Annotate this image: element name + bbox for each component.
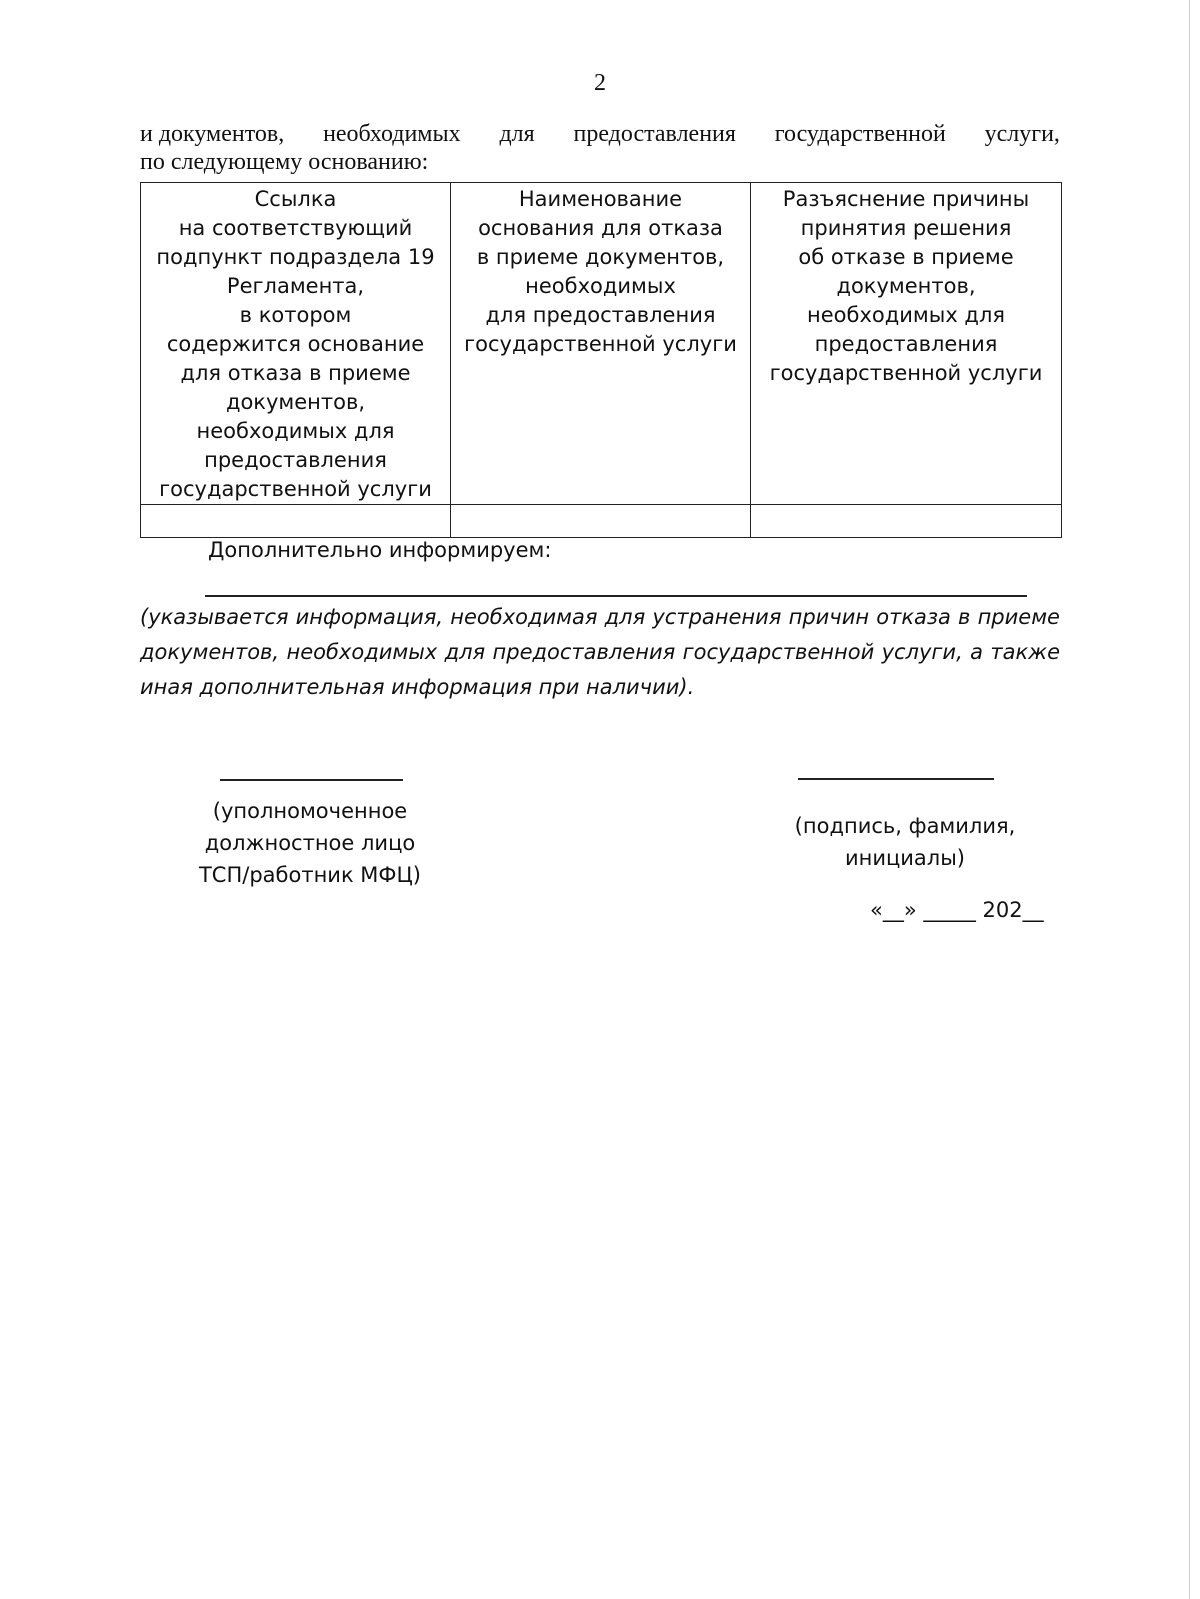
caption-line: ТСП/работник МФЦ)	[198, 863, 422, 887]
table-cell-empty	[451, 505, 751, 538]
note-line-3: иная дополнительная информация при наличии).	[140, 675, 695, 699]
note-word: а	[970, 640, 983, 664]
table-cell-empty	[141, 505, 451, 538]
header-line: государственной услуги	[769, 361, 1043, 385]
note-word: необходимых	[286, 640, 438, 664]
header-line: предоставления	[204, 448, 387, 472]
note-word: в	[958, 605, 971, 629]
header-line: необходимых	[525, 274, 676, 298]
header-line: необходимых для	[196, 419, 395, 443]
intro-word: и документов,	[140, 121, 285, 147]
intro-word: необходимых	[323, 121, 461, 147]
caption-line: (подпись, фамилия,	[794, 814, 1016, 838]
header-line: Ссылка	[254, 187, 337, 211]
intro-word: государственной	[774, 121, 946, 147]
header-line: на соответствующий	[178, 216, 413, 240]
header-line: Наименование	[518, 187, 683, 211]
note-word: информация,	[295, 605, 444, 629]
table-row	[141, 505, 1062, 538]
note-word: предоставления	[492, 640, 676, 664]
header-line: документов,	[225, 390, 366, 414]
header-cell-reason-name	[451, 183, 751, 505]
header-line: содержится основание	[166, 332, 425, 356]
header-line: об отказе в приеме	[798, 245, 1014, 269]
additional-info-note	[140, 600, 1060, 705]
note-word: (указывается	[140, 605, 289, 629]
header-line: необходимых для	[807, 303, 1005, 327]
note-word: необходимая	[450, 605, 598, 629]
note-word: услуги,	[881, 640, 963, 664]
note-word: документов,	[140, 640, 280, 664]
page-number: 2	[594, 70, 606, 96]
note-word: отказа	[876, 605, 951, 629]
header-cell-reference	[141, 183, 451, 505]
official-signature-line	[220, 779, 403, 781]
additional-info-label: Дополнительно информируем:	[208, 538, 552, 562]
header-line: основания для отказа	[478, 216, 723, 240]
header-line: в котором	[239, 303, 352, 327]
header-line: государственной услуги	[159, 477, 432, 501]
caption-line: инициалы)	[844, 846, 966, 870]
header-line: предоставления	[814, 332, 998, 356]
header-cell-explanation	[751, 183, 1062, 505]
note-word: для	[444, 640, 486, 664]
intro-word: услуги,	[984, 121, 1060, 147]
note-word: для	[604, 605, 646, 629]
signature-caption	[760, 810, 1050, 874]
note-word: приеме	[977, 605, 1060, 629]
date-field: «__» _____ 202__	[870, 898, 1044, 922]
header-line: подпункт подраздела 19	[156, 245, 435, 269]
note-line-2	[140, 635, 1060, 670]
note-word: причин	[788, 605, 870, 629]
intro-word: для	[499, 121, 535, 147]
header-line: для предоставления	[485, 303, 716, 327]
table-header-row	[141, 183, 1062, 505]
intro-line-2: по следующему основанию:	[140, 149, 429, 175]
caption-line: (уполномоченное	[212, 799, 408, 823]
note-line-1	[140, 600, 1060, 635]
header-line: в приеме документов,	[476, 245, 725, 269]
header-line: документов,	[836, 274, 976, 298]
official-caption	[160, 795, 460, 891]
page-edge-line	[1189, 0, 1190, 1599]
header-line: государственной услуги	[464, 332, 737, 356]
signature-name-line	[798, 778, 994, 780]
note-word: также	[990, 640, 1060, 664]
intro-word: предоставления	[573, 121, 736, 147]
header-line: принятия решения	[800, 216, 1012, 240]
table-cell-empty	[751, 505, 1062, 538]
header-line: Разъяснение причины	[782, 187, 1030, 211]
header-line: для отказа в приеме	[180, 361, 411, 385]
additional-info-fill-line	[205, 595, 1027, 597]
intro-paragraph	[140, 117, 1060, 179]
note-word: государственной	[682, 640, 875, 664]
note-word: устранения	[652, 605, 782, 629]
header-line: Регламента,	[226, 274, 365, 298]
caption-line: должностное лицо	[204, 831, 416, 855]
refusal-reasons-table	[140, 182, 1062, 538]
